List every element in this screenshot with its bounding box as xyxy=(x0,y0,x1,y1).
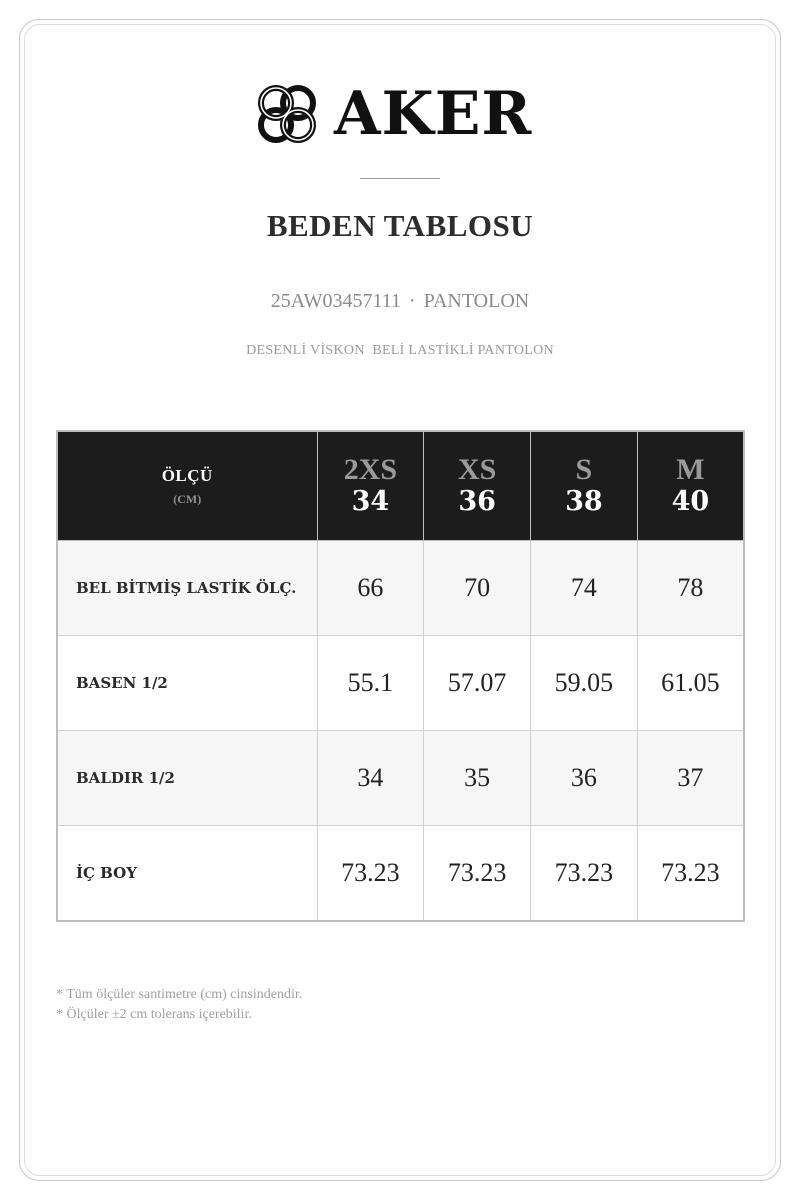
table-cell: 61.05 xyxy=(637,636,744,731)
size-label: M xyxy=(676,453,705,487)
table-cell: 73.23 xyxy=(531,826,638,922)
table-cell: 66 xyxy=(317,541,424,636)
size-column-header xyxy=(637,431,744,541)
product-category: PANTOLON xyxy=(423,290,530,312)
table-cell: 36 xyxy=(531,731,638,826)
knot-logo-icon xyxy=(252,79,322,149)
table-cell: 57.07 xyxy=(424,636,531,731)
header-unit: (CM) xyxy=(173,491,202,506)
size-label: XS xyxy=(457,453,497,487)
footnotes xyxy=(56,985,302,1025)
table-header-row xyxy=(57,431,744,541)
size-number: 34 xyxy=(351,486,390,518)
size-label: S xyxy=(575,453,593,487)
table-cell: 74 xyxy=(531,541,638,636)
size-number: 36 xyxy=(458,486,496,518)
table-cell: 37 xyxy=(637,731,744,826)
table-row xyxy=(57,731,744,826)
product-line xyxy=(0,290,800,313)
table-cell: 73.23 xyxy=(317,826,424,922)
row-label: İÇ BOY xyxy=(57,826,317,922)
table-cell: 78 xyxy=(637,541,744,636)
size-label: 2XS xyxy=(343,453,398,487)
separator-dot: · xyxy=(408,290,416,312)
size-column-header xyxy=(424,431,531,541)
table-row xyxy=(57,826,744,922)
row-label: BEL BİTMİŞ LASTİK ÖLÇ. xyxy=(57,541,317,636)
product-description: DESENLİ VİSKON BELİ LASTİKLİ PANTOLON xyxy=(246,343,554,358)
brand-name: AKER xyxy=(334,79,533,149)
size-table xyxy=(56,430,745,922)
table-cell: 55.1 xyxy=(317,636,424,731)
table-cell: 34 xyxy=(317,731,424,826)
row-label: BALDIR 1/2 xyxy=(57,731,317,826)
product-code: 25AW03457111 xyxy=(270,290,401,312)
table-row xyxy=(57,541,744,636)
header-measure-cell xyxy=(57,431,317,541)
size-number: 38 xyxy=(565,486,603,518)
table-cell: 73.23 xyxy=(637,826,744,922)
title-divider xyxy=(360,178,440,179)
size-column-header xyxy=(317,431,424,541)
table-cell: 35 xyxy=(424,731,531,826)
page-title: BEDEN TABLOSU xyxy=(266,208,534,243)
table-cell: 59.05 xyxy=(531,636,638,731)
table-cell: 70 xyxy=(424,541,531,636)
brand-logo xyxy=(252,78,532,150)
size-column-header xyxy=(531,431,638,541)
table-cell: 73.23 xyxy=(424,826,531,922)
header-label: ÖLÇÜ xyxy=(161,465,213,485)
row-label: BASEN 1/2 xyxy=(57,636,317,731)
table-row xyxy=(57,636,744,731)
size-number: 40 xyxy=(671,486,710,518)
footnote: * Tüm ölçüler santimetre (cm) cinsindendir. xyxy=(56,987,303,1002)
footnote: * Ölçüler ±2 cm tolerans içerebilir. xyxy=(56,1007,252,1022)
